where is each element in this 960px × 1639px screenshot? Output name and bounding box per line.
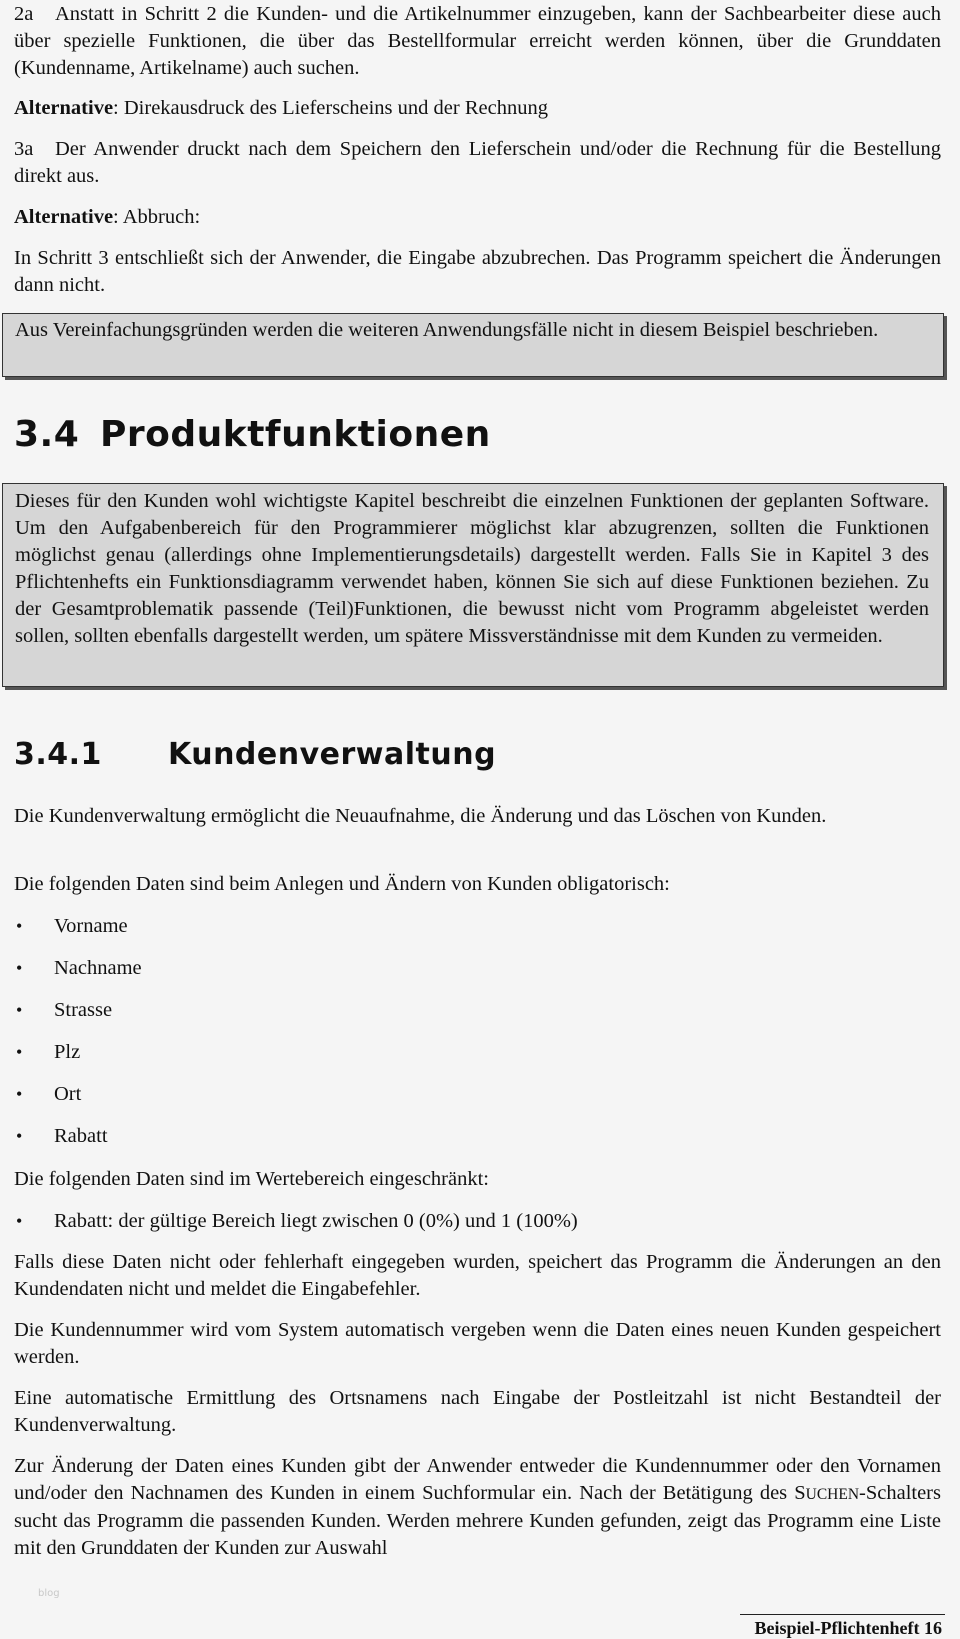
subsection-heading (14, 736, 496, 774)
bullet-icon: • (16, 916, 23, 936)
list-item: • Rabatt: der gültige Bereich liegt zwischen 0 (0%) und 1 (100%) (14, 1208, 941, 1235)
alternative-label: Alternative (14, 97, 114, 119)
step-text: Anstatt in Schritt 2 die Kunden- und die Artikelnummer einzugeben, kann der Sachbearbeiter diese auch über spezielle Funktionen, die über das Bestellformular erreicht werden können, über die Grunddaten (Kundenname, Artikelname) auch suchen. (14, 3, 941, 79)
alternative-text: : Abbruch: (113, 206, 201, 228)
subsection-number: 3.4.1 (14, 737, 102, 772)
mandatory-fields-list (14, 913, 941, 1150)
list-item: • Strasse (14, 997, 941, 1024)
list-item: • Nachname (14, 955, 941, 982)
note-box-simplification (2, 313, 944, 377)
section-heading (14, 413, 491, 457)
subsection-title: Kundenverwaltung (168, 737, 497, 772)
paragraph-restricted-intro: Die folgenden Daten sind im Wertebereich eingeschränkt: (14, 1168, 489, 1190)
paragraph-intro: Die Kundenverwaltung ermöglicht die Neuaufnahme, die Änderung und das Löschen von Kunden. (14, 805, 827, 827)
bullet-icon: • (16, 1042, 23, 1062)
note-text: Dieses für den Kunden wohl wichtigste Kapitel beschreibt die einzelnen Funktionen der geplanten Software. Um den Aufgabenbereich für den Programmierer möglichst klar abzugrenzen, sollten die Funktionen möglichst genau (allerdings ohne Implementierungsdetails) dargestellt werden. Falls Sie in Kapitel 3 des Pflichtenhefts ein Funktionsdiagramm verwendet haben, können Sie sich auf diese Funktionen beziehen. Zu der Gesamtproblematik passende (Teil)Funktionen, die bewusst nicht vom Programm abgeleistet werden sollen, sollten ebenfalls dargestellt werden, um spätere Missverständnisse mit dem Kunden zu vermeiden. (15, 490, 929, 647)
bullet-icon: • (16, 1211, 23, 1231)
alternative-heading-print (14, 95, 941, 122)
list-item: • Vorname (14, 913, 941, 940)
page-footer: Beispiel-Pflichtenheft 16 (754, 1618, 942, 1638)
paragraph-mandatory-intro: Die folgenden Daten sind beim Anlegen und Ändern von Kunden obligatorisch: (14, 873, 670, 895)
paragraph-3a (14, 136, 941, 190)
paragraph-error-handling: Falls diese Daten nicht oder fehlerhaft eingegeben wurden, speichert das Programm die Änderungen an den Kundendaten nicht und meldet die Eingabefehler. (14, 1251, 941, 1300)
bullet-icon: • (16, 1084, 23, 1104)
footer-rule (740, 1614, 945, 1615)
list-item: • Ort (14, 1081, 941, 1108)
paragraph-search: Zur Änderung der Daten eines Kunden gibt der Anwender entweder die Kundennummer oder den Vornamen und/oder den Nachnamen des Kunden in einem Suchformular ein. Nach der Betätigung des SUCHEN-Schalters sucht das Programm die passenden Kunden. Werden mehrere Kunden gefunden, zeigt das Programm eine Liste mit den Grunddaten der Kunden zur Auswahl (14, 1455, 941, 1559)
paragraph-abort: In Schritt 3 entschließt sich der Anwender, die Eingabe abzubrechen. Das Programm speichert die Änderungen dann nicht. (14, 247, 941, 296)
section-number: 3.4 (14, 414, 80, 455)
step-label: 2a (14, 3, 34, 25)
alternative-heading-abort (14, 204, 941, 231)
step-text: Der Anwender druckt nach dem Speichern den Lieferschein und/oder die Rechnung für die Bestellung direkt aus. (14, 138, 941, 187)
list-item: • Rabatt (14, 1123, 941, 1150)
note-box-functions (2, 483, 944, 687)
paragraph-postcode: Eine automatische Ermittlung des Ortsnamens nach Eingabe der Postleitzahl ist nicht Bestandteil der Kundenverwaltung. (14, 1387, 941, 1436)
paragraph-2a (14, 1, 941, 82)
paragraph-customer-number: Die Kundennummer wird vom System automatisch vergeben wenn die Daten eines neuen Kunden gespeichert werden. (14, 1319, 941, 1368)
bullet-icon: • (16, 958, 23, 978)
alternative-label: Alternative (14, 206, 114, 228)
bullet-icon: • (16, 1126, 23, 1146)
section-title: Produktfunktionen (100, 414, 491, 455)
note-text: Aus Vereinfachungsgründen werden die weiteren Anwendungsfälle nicht in diesem Beispiel beschrieben. (15, 319, 879, 341)
alternative-text: : Direkausdruck des Lieferscheins und der Rechnung (113, 97, 548, 119)
step-label: 3a (14, 138, 34, 160)
list-item: • Plz (14, 1039, 941, 1066)
watermark: blog (38, 1588, 60, 1599)
restricted-fields-list (14, 1208, 941, 1235)
bullet-icon: • (16, 1000, 23, 1020)
